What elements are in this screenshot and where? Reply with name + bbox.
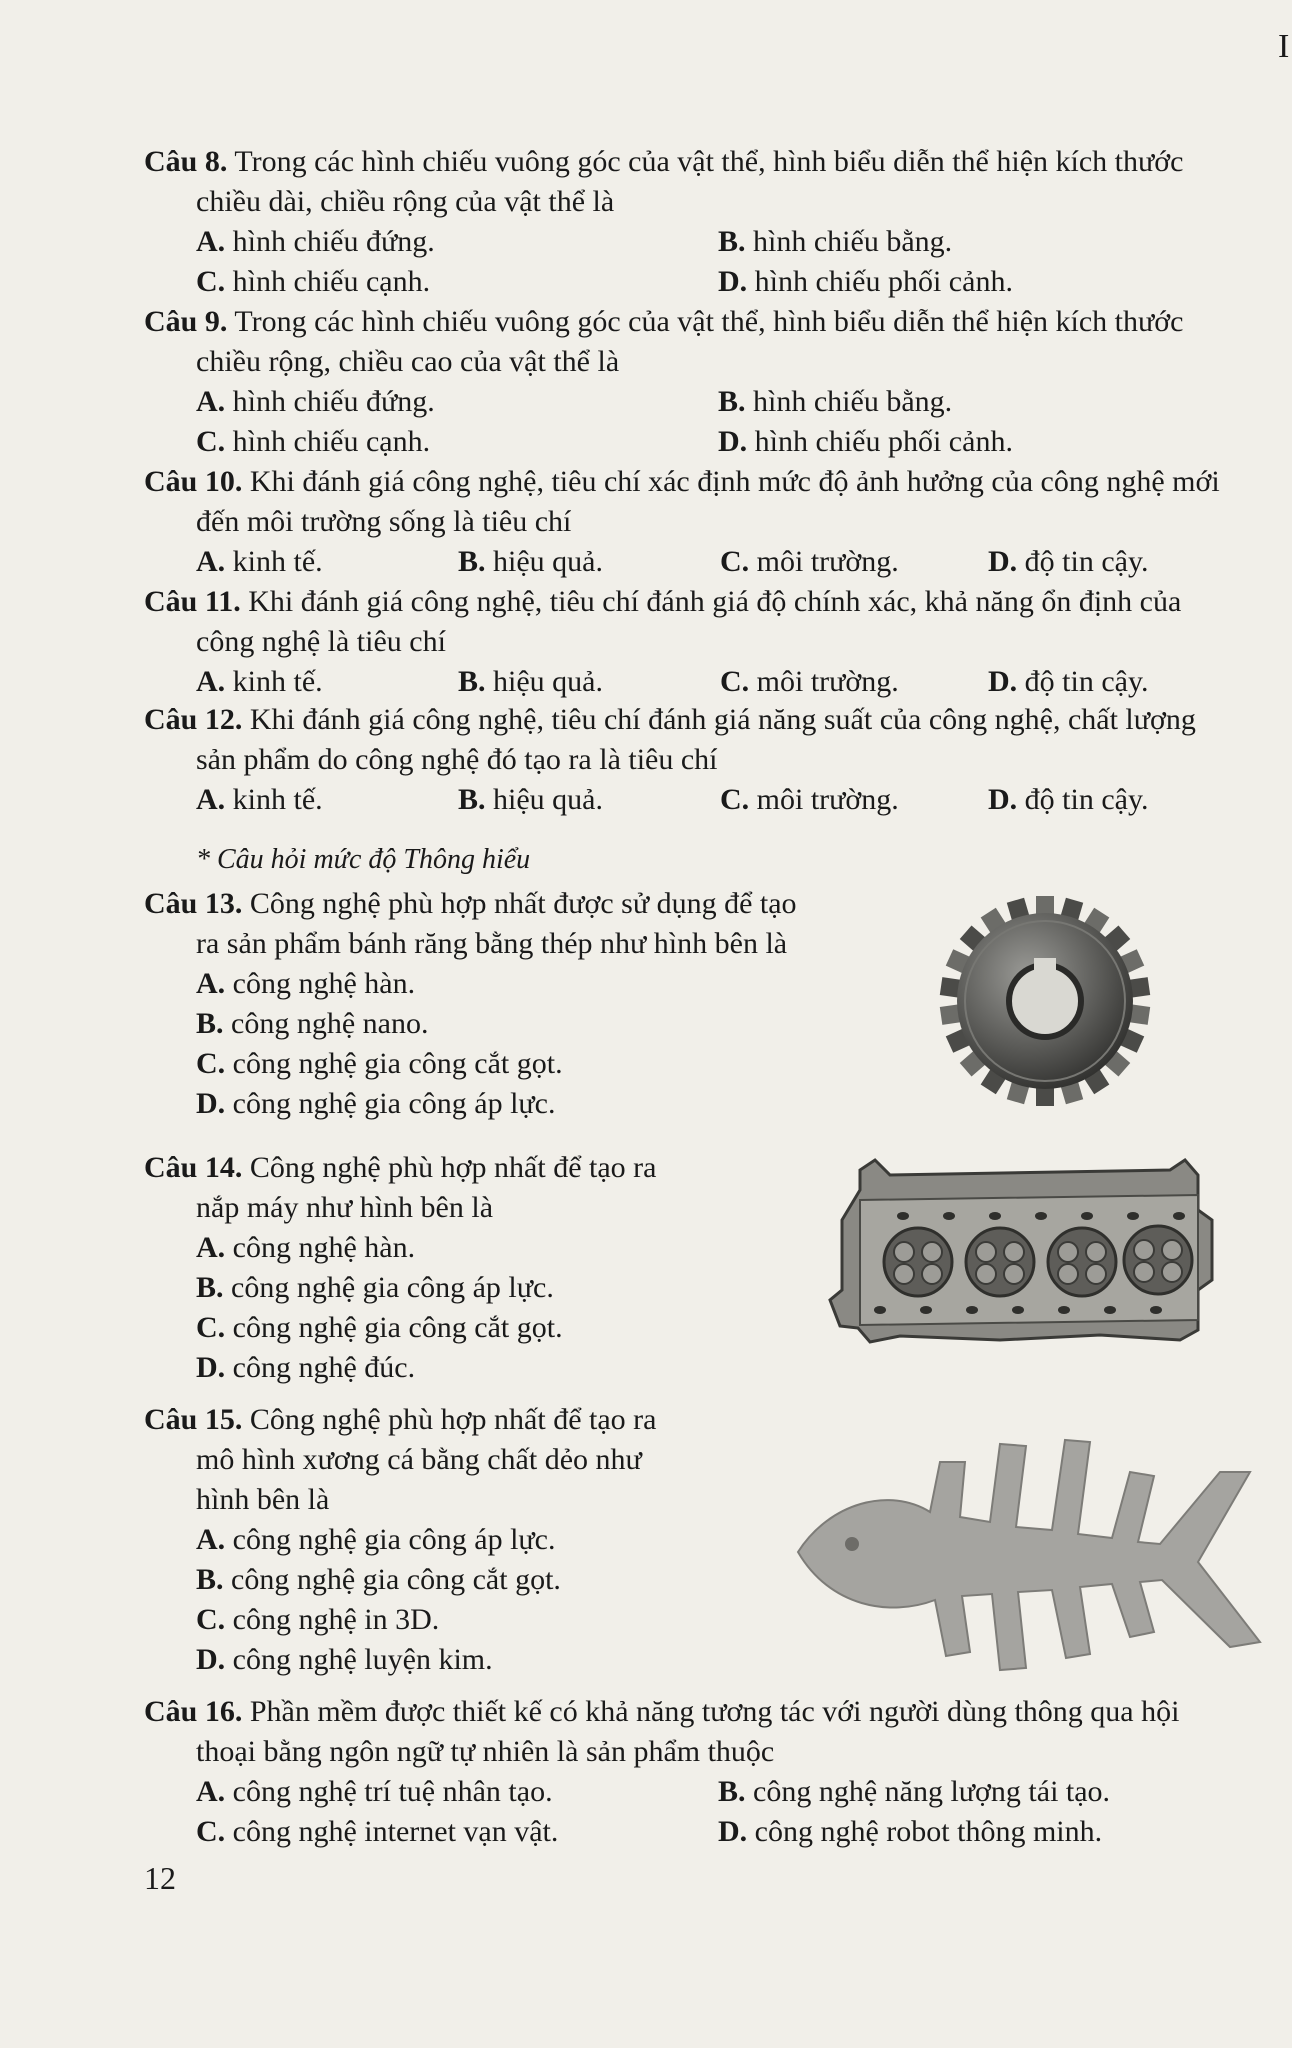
option-a: A. kinh tế. [196, 783, 323, 816]
bolt-hole [920, 1306, 932, 1314]
bolt-hole [1104, 1306, 1116, 1314]
option-d: D. công nghệ luyện kim. [196, 1643, 493, 1676]
option-b: B. công nghệ gia công áp lực. [196, 1271, 554, 1304]
option-b: B. công nghệ nano. [196, 1007, 429, 1040]
gear-bore [1009, 965, 1081, 1037]
bolt-hole [966, 1306, 978, 1314]
option-b: B. hiệu quả. [458, 665, 603, 698]
option-a: A. công nghệ hàn. [196, 1231, 416, 1264]
bolt-hole [1173, 1212, 1185, 1220]
question-14 [144, 1148, 704, 1388]
question-stem: Câu 15. Công nghệ phù hợp nhất để tạo ra [144, 1403, 657, 1436]
page-number: 12 [144, 1860, 176, 1896]
question-8 [144, 142, 1274, 302]
valve-seat [894, 1242, 914, 1262]
valve-seat [976, 1264, 996, 1284]
valve-seat [1134, 1262, 1154, 1282]
question-stem-cont: đến môi trường sống là tiêu chí [196, 505, 572, 538]
options [144, 1520, 704, 1680]
valve-seat [922, 1264, 942, 1284]
options [144, 662, 1274, 702]
question-11 [144, 582, 1274, 702]
valve-seat [1004, 1242, 1024, 1262]
option-c: C. môi trường. [720, 665, 899, 698]
question-stem-cont: thoại bằng ngôn ngữ tự nhiên là sản phẩm thuộc [196, 1735, 775, 1768]
valve-seat [922, 1242, 942, 1262]
option-d: D. công nghệ gia công áp lực. [196, 1087, 556, 1120]
question-13 [144, 884, 864, 1124]
valve-seat [1162, 1262, 1182, 1282]
option-a: A. kinh tế. [196, 545, 323, 578]
fish-skeleton-shape [798, 1440, 1260, 1670]
question-stem: Câu 10. Khi đánh giá công nghệ, tiêu chí xác định mức độ ảnh hưởng của công nghệ mới [144, 465, 1220, 498]
bolt-hole [1058, 1306, 1070, 1314]
question-stem: Câu 12. Khi đánh giá công nghệ, tiêu chí đánh giá năng suất của công nghệ, chất lượng [144, 703, 1196, 736]
options [144, 382, 1274, 462]
options [144, 964, 864, 1124]
option-c: C. công nghệ gia công cắt gọt. [196, 1311, 563, 1344]
options [144, 780, 1274, 820]
question-stem-cont: công nghệ là tiêu chí [196, 625, 446, 658]
question-stem: Câu 13. Công nghệ phù hợp nhất được sử dụng để tạo [144, 887, 797, 920]
valve-seat [1058, 1264, 1078, 1284]
bolt-hole [1150, 1306, 1162, 1314]
option-b: B. công nghệ năng lượng tái tạo. [718, 1775, 1111, 1808]
valve-seat [894, 1264, 914, 1284]
option-c: C. môi trường. [720, 545, 899, 578]
valve-seat [1004, 1264, 1024, 1284]
option-d: D. độ tin cậy. [988, 665, 1149, 698]
corner-mark: I [1278, 28, 1290, 65]
option-c: C. hình chiếu cạnh. [196, 265, 431, 298]
question-9 [144, 302, 1274, 462]
option-c: C. công nghệ in 3D. [196, 1603, 440, 1636]
option-a: A. hình chiếu đứng. [196, 385, 435, 418]
bolt-hole [1012, 1306, 1024, 1314]
option-b: B. hiệu quả. [458, 783, 603, 816]
valve-seat [976, 1242, 996, 1262]
section-note: * Câu hỏi mức độ Thông hiểu [196, 844, 531, 875]
combustion-chamber [1048, 1228, 1116, 1296]
question-stem: Câu 16. Phần mềm được thiết kế có khả năng tương tác với người dùng thông qua hội [144, 1695, 1180, 1728]
question-stem: Câu 9. Trong các hình chiếu vuông góc của vật thể, hình biểu diễn thể hiện kích thước [144, 305, 1184, 338]
question-stem: Câu 14. Công nghệ phù hợp nhất để tạo ra [144, 1151, 657, 1184]
combustion-chamber [1124, 1226, 1192, 1294]
option-d: D. độ tin cậy. [988, 783, 1149, 816]
bolt-hole [897, 1212, 909, 1220]
question-12 [144, 700, 1274, 820]
option-d: D. công nghệ đúc. [196, 1351, 416, 1384]
question-stem-cont: ra sản phẩm bánh răng bằng thép như hình bên là [196, 927, 788, 960]
combustion-chamber [966, 1228, 1034, 1296]
valve-seat [1162, 1240, 1182, 1260]
option-c: C. công nghệ internet vạn vật. [196, 1815, 559, 1848]
option-c: C. hình chiếu cạnh. [196, 425, 431, 458]
option-b: B. hình chiếu bằng. [718, 385, 953, 418]
question-stem-cont-2: hình bên là [196, 1483, 330, 1516]
question-stem: Câu 8. Trong các hình chiếu vuông góc của vật thể, hình biểu diễn thể hiện kích thước [144, 145, 1184, 178]
valve-seat [1086, 1264, 1106, 1284]
question-stem-cont: chiều rộng, chiều cao của vật thể là [196, 345, 620, 378]
bolt-hole [989, 1212, 1001, 1220]
bolt-hole [1081, 1212, 1093, 1220]
option-b: B. hình chiếu bằng. [718, 225, 953, 258]
question-stem-cont: sản phẩm do công nghệ đó tạo ra là tiêu chí [196, 743, 718, 776]
valve-seat [1086, 1242, 1106, 1262]
fish-eye [845, 1537, 859, 1551]
option-b: B. hiệu quả. [458, 545, 603, 578]
option-b: B. công nghệ gia công cắt gọt. [196, 1563, 561, 1596]
question-stem: Câu 11. Khi đánh giá công nghệ, tiêu chí đánh giá độ chính xác, khả năng ổn định của [144, 585, 1182, 618]
bolt-hole [874, 1306, 886, 1314]
question-stem-cont: mô hình xương cá bằng chất dẻo như [196, 1443, 642, 1476]
option-c: C. công nghệ gia công cắt gọt. [196, 1047, 563, 1080]
valve-seat [1134, 1240, 1154, 1260]
combustion-chamber [884, 1228, 952, 1296]
option-c: C. môi trường. [720, 783, 899, 816]
option-a: A. hình chiếu đứng. [196, 225, 435, 258]
question-15 [144, 1400, 704, 1680]
bolt-hole [1127, 1212, 1139, 1220]
cylinder-head-image [800, 1150, 1220, 1350]
option-d: D. công nghệ robot thông minh. [718, 1815, 1103, 1848]
bolt-hole [1035, 1212, 1047, 1220]
option-a: A. kinh tế. [196, 665, 323, 698]
option-d: D. hình chiếu phối cảnh. [718, 425, 1013, 458]
options [144, 542, 1274, 582]
option-a: A. công nghệ trí tuệ nhân tạo. [196, 1775, 553, 1808]
option-a: A. công nghệ hàn. [196, 967, 416, 1000]
question-stem-cont: nắp máy như hình bên là [196, 1191, 494, 1224]
option-a: A. công nghệ gia công áp lực. [196, 1523, 556, 1556]
option-d: D. hình chiếu phối cảnh. [718, 265, 1013, 298]
bolt-hole [943, 1212, 955, 1220]
gear-image [930, 886, 1160, 1116]
question-stem-cont: chiều dài, chiều rộng của vật thể là [196, 185, 615, 218]
options [144, 1772, 1274, 1852]
fish-skeleton-image [790, 1432, 1270, 1682]
options [144, 1228, 704, 1388]
option-d: D. độ tin cậy. [988, 545, 1149, 578]
options [144, 222, 1274, 302]
question-16 [144, 1692, 1274, 1852]
valve-seat [1058, 1242, 1078, 1262]
question-10 [144, 462, 1274, 582]
